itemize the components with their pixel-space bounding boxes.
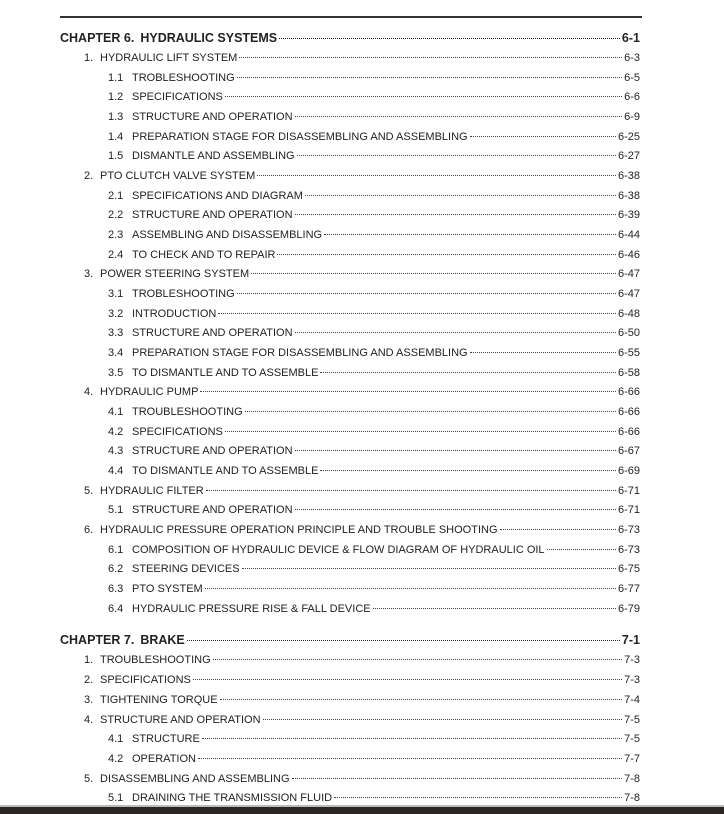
dot-leader xyxy=(206,490,616,491)
chapter-number: CHAPTER 6. xyxy=(60,31,135,45)
dot-leader xyxy=(320,372,616,373)
dot-leader xyxy=(324,234,616,235)
entry-number: 6. xyxy=(84,524,94,537)
toc-entry[interactable] xyxy=(60,305,640,325)
dot-leader xyxy=(277,254,616,255)
page-number: 6-77 xyxy=(617,583,640,596)
dot-leader xyxy=(547,549,616,550)
entry-title: TROBLESHOOTING xyxy=(132,71,235,84)
entry-number: 2.4 xyxy=(108,248,124,261)
entry-title: TO DISMANTLE AND TO ASSEMBLE xyxy=(132,465,319,478)
entry-number: 5.1 xyxy=(108,504,124,517)
entry-title: SPECIFICATIONS xyxy=(132,425,223,438)
entry-title: STEERING DEVICES xyxy=(132,563,240,576)
toc-entry[interactable] xyxy=(60,167,640,187)
chapter-title: BRAKE xyxy=(140,633,185,648)
dot-leader xyxy=(245,411,616,412)
dot-leader xyxy=(334,797,622,798)
dot-leader xyxy=(292,778,623,779)
dot-leader xyxy=(218,313,616,314)
toc-entry[interactable] xyxy=(60,482,640,502)
toc-entry[interactable] xyxy=(60,730,640,750)
entry-title: ASSEMBLING AND DISASSEMBLING xyxy=(132,229,323,242)
page-number: 6-5 xyxy=(624,71,640,84)
dot-leader xyxy=(295,214,616,215)
entry-title: DISASSEMBLING AND ASSEMBLING xyxy=(100,772,290,785)
toc-entry[interactable] xyxy=(60,541,640,561)
page-number: 7-1 xyxy=(621,633,640,648)
entry-title: STRUCTURE AND OPERATION xyxy=(132,504,293,517)
toc-entry[interactable] xyxy=(60,108,640,128)
entry-title: STRUCTURE AND OPERATION xyxy=(132,209,293,222)
entry-title: SPECIFICATIONS xyxy=(132,91,223,104)
entry-title: SPECIFICATIONS xyxy=(100,674,191,687)
entry-title: POWER STEERING SYSTEM xyxy=(100,268,250,281)
toc-entry[interactable] xyxy=(60,671,640,691)
entry-number: 5. xyxy=(84,772,94,785)
entry-title: STRUCTURE AND OPERATION xyxy=(100,713,261,726)
dot-leader xyxy=(237,77,622,78)
chapter-number: CHAPTER 7. xyxy=(60,633,135,648)
entry-number: 4. xyxy=(84,713,94,726)
entry-number: 1.3 xyxy=(108,111,124,124)
entry-number: 4.2 xyxy=(108,425,124,438)
toc-entry[interactable] xyxy=(60,600,640,620)
dot-leader xyxy=(239,57,622,58)
toc-entry[interactable] xyxy=(60,69,640,89)
entry-title: STRUCTURE xyxy=(132,733,200,746)
page-number: 6-1 xyxy=(621,31,640,45)
dot-leader xyxy=(193,679,622,680)
page-number: 6-58 xyxy=(617,366,640,379)
toc-entry[interactable] xyxy=(60,462,640,482)
entry-number: 1.1 xyxy=(108,71,124,84)
entry-title: TROUBLESHOOTING xyxy=(100,654,211,667)
page-number: 6-71 xyxy=(617,504,640,517)
page-number: 6-9 xyxy=(624,111,640,124)
entry-title: TROBLESHOOTING xyxy=(132,288,235,301)
page-number: 6-69 xyxy=(617,465,640,478)
entry-title: OPERATION xyxy=(132,752,196,765)
toc-entry[interactable] xyxy=(60,383,640,403)
entry-number: 4.4 xyxy=(108,465,124,478)
dot-leader xyxy=(373,608,616,609)
dot-leader xyxy=(200,391,616,392)
dot-leader xyxy=(320,470,616,471)
entry-title: HYDRAULIC PRESSURE OPERATION PRINCIPLE AND TROUBLE SHOOTING xyxy=(100,524,498,537)
dot-leader xyxy=(257,175,616,176)
table-of-contents xyxy=(60,28,640,809)
entry-title: SPECIFICATIONS AND DIAGRAM xyxy=(132,189,303,202)
toc-entry[interactable] xyxy=(60,560,640,580)
page-number: 7-5 xyxy=(624,713,640,726)
page-number: 6-66 xyxy=(617,386,640,399)
entry-title: HYDRAULIC PRESSURE RISE & FALL DEVICE xyxy=(132,602,371,615)
page-number: 7-5 xyxy=(624,733,640,746)
entry-title: COMPOSITION OF HYDRAULIC DEVICE & FLOW DIAGRAM OF HYDRAULIC OIL xyxy=(132,543,545,556)
page-number: 6-55 xyxy=(617,347,640,360)
entry-title: STRUCTURE AND OPERATION xyxy=(132,445,293,458)
dot-leader xyxy=(279,38,620,39)
page-number: 6-75 xyxy=(617,563,640,576)
dot-leader xyxy=(295,116,623,117)
toc-entry[interactable] xyxy=(60,49,640,69)
entry-number: 5.1 xyxy=(108,792,124,805)
page-number: 6-66 xyxy=(617,425,640,438)
toc-entry[interactable] xyxy=(60,88,640,108)
entry-number: 3. xyxy=(84,268,94,281)
page-number: 6-27 xyxy=(617,150,640,163)
toc-entry[interactable] xyxy=(60,246,640,266)
toc-entry[interactable] xyxy=(60,285,640,305)
page-number: 6-38 xyxy=(617,189,640,202)
entry-title: TIGHTENING TORQUE xyxy=(100,693,218,706)
toc-entry[interactable] xyxy=(60,501,640,521)
toc-entry[interactable] xyxy=(60,711,640,731)
entry-number: 4.1 xyxy=(108,733,124,746)
chapter-heading[interactable] xyxy=(60,630,640,651)
toc-entry[interactable] xyxy=(60,128,640,148)
dot-leader xyxy=(470,352,616,353)
entry-number: 2. xyxy=(84,170,94,183)
entry-title: TO DISMANTLE AND TO ASSEMBLE xyxy=(132,366,319,379)
page-number: 7-4 xyxy=(624,693,640,706)
entry-title: HYDRAULIC LIFT SYSTEM xyxy=(100,52,238,64)
dot-leader xyxy=(198,758,622,759)
entry-number: 3.1 xyxy=(108,288,124,301)
entry-title: TROUBLESHOOTING xyxy=(132,406,243,419)
toc-entry[interactable] xyxy=(60,521,640,541)
page-number: 6-46 xyxy=(617,248,640,261)
page-number: 6-79 xyxy=(617,602,640,615)
entry-number: 2.3 xyxy=(108,229,124,242)
page-number: 7-3 xyxy=(624,674,640,687)
chapter-heading[interactable] xyxy=(60,28,640,49)
entry-title: PREPARATION STAGE FOR DISASSEMBLING AND ASSEMBLING xyxy=(132,130,468,143)
entry-number: 6.2 xyxy=(108,563,124,576)
entry-title: STRUCTURE AND OPERATION xyxy=(132,111,293,124)
entry-number: 1.5 xyxy=(108,150,124,163)
dot-leader xyxy=(295,332,616,333)
dot-leader xyxy=(297,155,616,156)
entry-title: HYDRAULIC PUMP xyxy=(100,386,199,399)
entry-number: 4.3 xyxy=(108,445,124,458)
toc-entry[interactable] xyxy=(60,265,640,285)
page-number: 6-3 xyxy=(624,52,640,64)
entry-title: PTO CLUTCH VALVE SYSTEM xyxy=(100,170,256,183)
dot-leader xyxy=(225,96,622,97)
dot-leader xyxy=(225,431,616,432)
entry-number: 3.2 xyxy=(108,307,124,320)
viewer-bottom-bar xyxy=(0,807,724,814)
entry-number: 2.1 xyxy=(108,189,124,202)
page-number: 6-50 xyxy=(617,327,640,340)
page-number: 6-48 xyxy=(617,307,640,320)
dot-leader xyxy=(263,719,623,720)
dot-leader xyxy=(500,529,616,530)
dot-leader xyxy=(295,450,616,451)
entry-number: 4.1 xyxy=(108,406,124,419)
page-number: 6-47 xyxy=(617,268,640,281)
page-number: 6-25 xyxy=(617,130,640,143)
entry-number: 6.3 xyxy=(108,583,124,596)
toc-entry[interactable] xyxy=(60,770,640,790)
page-number: 6-47 xyxy=(617,288,640,301)
entry-number: 1. xyxy=(84,52,94,64)
entry-number: 3.4 xyxy=(108,347,124,360)
page-number: 6-73 xyxy=(617,524,640,537)
dot-leader xyxy=(202,738,622,739)
page-number: 6-67 xyxy=(617,445,640,458)
chapter-gap xyxy=(60,619,640,630)
dot-leader xyxy=(187,640,620,641)
dot-leader xyxy=(251,273,616,274)
toc-entry[interactable] xyxy=(60,226,640,246)
page-number: 6-39 xyxy=(617,209,640,222)
page-number: 7-7 xyxy=(624,752,640,765)
page-number: 6-44 xyxy=(617,229,640,242)
entry-number: 2.2 xyxy=(108,209,124,222)
toc-entry[interactable] xyxy=(60,691,640,711)
page-number: 7-8 xyxy=(624,772,640,785)
entry-number: 4. xyxy=(84,386,94,399)
entry-title: PTO SYSTEM xyxy=(132,583,203,596)
entry-number: 5. xyxy=(84,484,94,497)
toc-entry[interactable] xyxy=(60,344,640,364)
dot-leader xyxy=(295,509,616,510)
top-rule xyxy=(60,16,642,18)
dot-leader xyxy=(237,293,616,294)
toc-entry[interactable] xyxy=(60,580,640,600)
toc-entry[interactable] xyxy=(60,206,640,226)
page-number: 7-3 xyxy=(624,654,640,667)
chapter-title: HYDRAULIC SYSTEMS xyxy=(140,31,278,45)
dot-leader xyxy=(242,568,616,569)
entry-title: PREPARATION STAGE FOR DISASSEMBLING AND ASSEMBLING xyxy=(132,347,468,360)
toc-entry[interactable] xyxy=(60,324,640,344)
toc-entry[interactable] xyxy=(60,187,640,207)
dot-leader xyxy=(205,588,616,589)
toc-entry[interactable] xyxy=(60,403,640,423)
entry-number: 1.2 xyxy=(108,91,124,104)
dot-leader xyxy=(470,136,616,137)
page-number: 6-71 xyxy=(617,484,640,497)
toc-entry[interactable] xyxy=(60,423,640,443)
page-number: 6-66 xyxy=(617,406,640,419)
entry-number: 3. xyxy=(84,693,94,706)
dot-leader xyxy=(213,659,622,660)
dot-leader xyxy=(305,195,616,196)
entry-number: 1.4 xyxy=(108,130,124,143)
toc-entry[interactable] xyxy=(60,364,640,384)
entry-title: DRAINING THE TRANSMISSION FLUID xyxy=(132,792,333,805)
entry-title: STRUCTURE AND OPERATION xyxy=(132,327,293,340)
page-number: 6-73 xyxy=(617,543,640,556)
page-number: 6-6 xyxy=(624,91,640,104)
page-number: 6-38 xyxy=(617,170,640,183)
entry-number: 3.3 xyxy=(108,327,124,340)
entry-title: TO CHECK AND TO REPAIR xyxy=(132,248,276,261)
entry-number: 3.5 xyxy=(108,366,124,379)
entry-title: INTRODUCTION xyxy=(132,307,217,320)
toc-entry[interactable] xyxy=(60,442,640,462)
entry-number: 6.1 xyxy=(108,543,124,556)
entry-number: 1. xyxy=(84,654,94,667)
entry-title: HYDRAULIC FILTER xyxy=(100,484,204,497)
entry-number: 4.2 xyxy=(108,752,124,765)
entry-number: 6.4 xyxy=(108,602,124,615)
page-number: 7-8 xyxy=(624,792,640,805)
entry-number: 2. xyxy=(84,674,94,687)
toc-entry[interactable] xyxy=(60,147,640,167)
entry-title: DISMANTLE AND ASSEMBLING xyxy=(132,150,295,163)
dot-leader xyxy=(220,699,623,700)
toc-entry[interactable] xyxy=(60,750,640,770)
toc-entry[interactable] xyxy=(60,651,640,671)
